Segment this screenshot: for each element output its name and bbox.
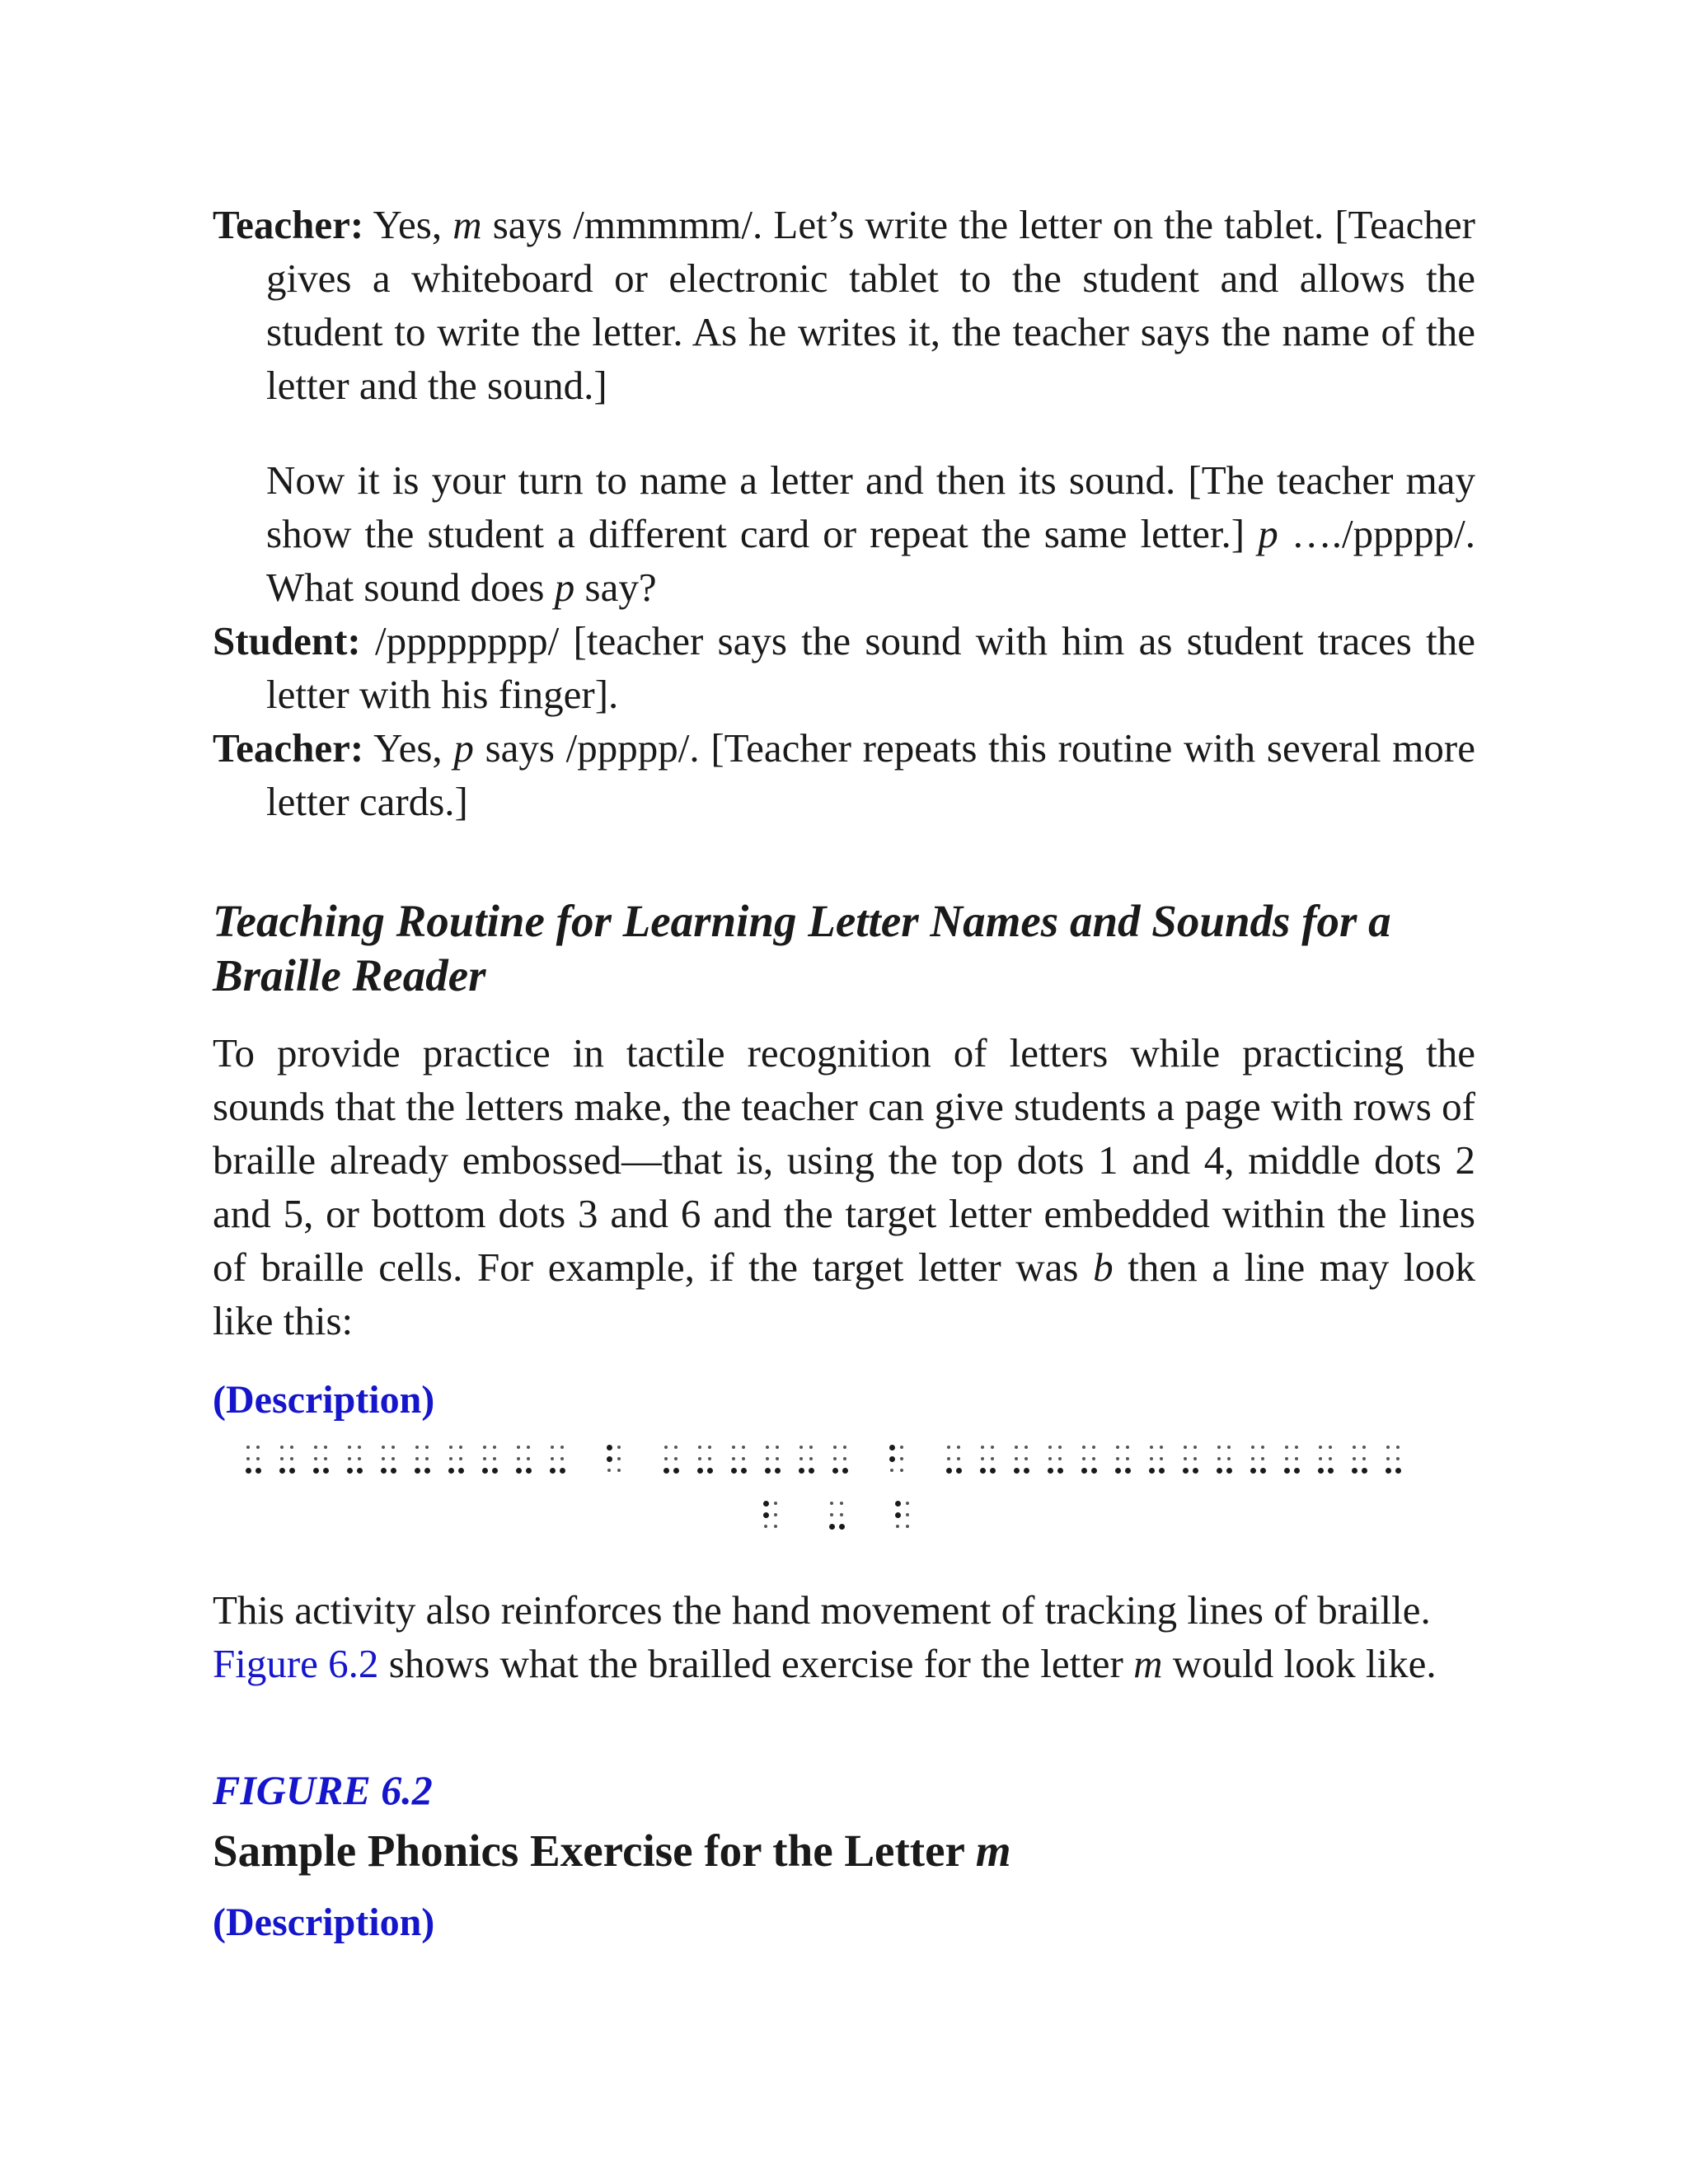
paragraph-text: To provide practice in tactile recognition of letters while practicing the sounds that the letters make, the teacher can give students a page with rows of braille already embossed—that is, using the top dots 1 and 4, middle dots 2 and 5, or bottom dots 3 and 6 and the target letter embedded within the lines of braille cells. For example, if the target letter was	[213, 1030, 1475, 1290]
letter-emphasis: m	[975, 1825, 1011, 1876]
braille-cell-bottom	[832, 1445, 849, 1478]
braille-dot	[1386, 1468, 1391, 1474]
braille-dot-blank	[290, 1457, 293, 1460]
letter-emphasis: p	[453, 725, 474, 771]
braille-dot-blank	[1251, 1446, 1254, 1449]
dialogue-text: Yes,	[363, 202, 453, 247]
braille-dot-blank	[1319, 1446, 1322, 1449]
braille-dot-blank	[1048, 1446, 1052, 1449]
dialogue-text: says /ppppp/. [Teacher repeats this routine with several more letter cards.]	[266, 725, 1475, 824]
figure-label: FIGURE 6.2	[213, 1767, 433, 1813]
braille-cell-bottom	[313, 1445, 330, 1478]
braille-dot-blank	[776, 1457, 779, 1460]
braille-dot-blank	[708, 1457, 711, 1460]
braille-cell-bottom	[415, 1445, 431, 1478]
braille-cell-bottom	[347, 1445, 363, 1478]
braille-dot-blank	[449, 1457, 452, 1460]
body-paragraph	[213, 1026, 1475, 1347]
braille-dot-blank	[830, 1502, 833, 1505]
braille-dot-blank	[348, 1446, 351, 1449]
braille-dot-blank	[991, 1457, 994, 1460]
letter-emphasis: m	[452, 202, 482, 247]
braille-cell-bottom	[1386, 1445, 1402, 1478]
braille-dot	[516, 1468, 522, 1474]
braille-dot-blank	[517, 1457, 520, 1460]
braille-dot-blank	[774, 1502, 777, 1505]
braille-dot	[1057, 1468, 1063, 1474]
braille-dot-blank	[560, 1446, 564, 1449]
braille-dot	[1048, 1468, 1053, 1474]
braille-cell-bottom	[1014, 1445, 1030, 1478]
braille-dot-blank	[1082, 1457, 1085, 1460]
braille-dot-blank	[732, 1457, 735, 1460]
braille-dot-blank	[742, 1457, 745, 1460]
braille-dot	[946, 1468, 952, 1474]
braille-cell-bottom	[279, 1445, 296, 1478]
braille-dot	[1352, 1468, 1357, 1474]
braille-dot	[1362, 1468, 1367, 1474]
braille-example-line	[213, 1436, 1475, 1552]
braille-dot-blank	[698, 1446, 701, 1449]
braille-dot-blank	[1261, 1446, 1264, 1449]
braille-dot	[1284, 1468, 1290, 1474]
braille-dot-blank	[906, 1513, 909, 1516]
letter-emphasis: m	[1133, 1641, 1163, 1686]
braille-dot-blank	[947, 1446, 950, 1449]
braille-dot	[1318, 1468, 1324, 1474]
braille-dot	[895, 1501, 901, 1507]
braille-dot-blank	[776, 1446, 779, 1449]
paragraph-text: then a line may look like this:	[213, 1244, 1475, 1343]
braille-dot-blank	[664, 1457, 668, 1460]
braille-dot	[313, 1468, 319, 1474]
braille-dot-blank	[1396, 1457, 1400, 1460]
braille-dot	[1193, 1468, 1198, 1474]
braille-dot-blank	[280, 1446, 284, 1449]
braille-dot	[1081, 1468, 1087, 1474]
braille-dot	[741, 1468, 747, 1474]
braille-cell-bottom	[663, 1445, 680, 1478]
braille-dot	[707, 1468, 713, 1474]
braille-dot	[842, 1468, 848, 1474]
braille-dot-blank	[358, 1457, 361, 1460]
braille-dot-blank	[459, 1457, 462, 1460]
braille-cell-bottom	[1115, 1445, 1132, 1478]
letter-emphasis: p	[554, 565, 575, 610]
braille-dot	[889, 1456, 895, 1462]
braille-dot-blank	[607, 1469, 611, 1472]
braille-dot-blank	[1396, 1446, 1400, 1449]
braille-dot-blank	[425, 1457, 429, 1460]
braille-dot	[607, 1456, 612, 1462]
braille-dot	[415, 1468, 420, 1474]
braille-dot-blank	[843, 1457, 846, 1460]
braille-dot	[1183, 1468, 1189, 1474]
braille-dot-blank	[290, 1446, 293, 1449]
braille-dot-blank	[617, 1457, 621, 1460]
braille-dot	[889, 1445, 895, 1451]
braille-dot	[1328, 1468, 1334, 1474]
braille-dot-blank	[809, 1446, 813, 1449]
braille-dot-blank	[527, 1446, 530, 1449]
paragraph-text: This activity also reinforces the hand movement of tracking lines of braille.	[213, 1587, 1431, 1633]
braille-dot	[246, 1468, 251, 1474]
braille-dot-blank	[1025, 1457, 1028, 1460]
braille-cell-bottom	[1048, 1445, 1064, 1478]
braille-dot	[1250, 1468, 1256, 1474]
braille-dot-blank	[900, 1469, 903, 1472]
braille-dot-blank	[664, 1446, 668, 1449]
braille-dot	[1125, 1468, 1131, 1474]
braille-dot	[391, 1468, 396, 1474]
braille-dot-blank	[1386, 1446, 1390, 1449]
braille-dot-blank	[560, 1457, 564, 1460]
braille-dot-blank	[314, 1446, 317, 1449]
braille-dot	[1014, 1468, 1020, 1474]
braille-dot-blank	[246, 1446, 250, 1449]
braille-dot-blank	[415, 1446, 419, 1449]
braille-dot	[829, 1524, 835, 1530]
braille-dot	[1024, 1468, 1029, 1474]
braille-dot-blank	[840, 1513, 843, 1516]
braille-dot	[357, 1468, 363, 1474]
dialogue-text: Yes,	[363, 725, 454, 771]
braille-cell-bottom	[765, 1445, 781, 1478]
braille-cell-bottom	[829, 1501, 846, 1534]
braille-dot	[458, 1468, 464, 1474]
braille-dot	[673, 1468, 679, 1474]
braille-dot-blank	[1092, 1457, 1095, 1460]
braille-dot	[1217, 1468, 1222, 1474]
description-link[interactable]: (Description)	[213, 1378, 435, 1422]
braille-cell-letter-b	[763, 1501, 780, 1534]
braille-dot	[1260, 1468, 1266, 1474]
braille-dot-blank	[493, 1446, 496, 1449]
braille-dot-blank	[1126, 1457, 1129, 1460]
page-content	[213, 198, 1475, 1947]
braille-dot-blank	[1386, 1457, 1390, 1460]
braille-cell-bottom	[1352, 1445, 1368, 1478]
braille-dot	[1115, 1468, 1121, 1474]
paragraph-text: shows what the brailled exercise for the letter	[378, 1641, 1134, 1686]
braille-dot	[607, 1445, 612, 1451]
braille-dot-blank	[1116, 1457, 1119, 1460]
braille-dot-blank	[947, 1457, 950, 1460]
braille-dot	[424, 1468, 430, 1474]
braille-dot-blank	[382, 1446, 385, 1449]
braille-dot-blank	[551, 1446, 554, 1449]
braille-dot	[381, 1468, 387, 1474]
braille-dot-blank	[1329, 1446, 1332, 1449]
braille-dot-blank	[1015, 1446, 1018, 1449]
braille-cell-bottom	[946, 1445, 963, 1478]
dialogue-teacher-2	[213, 721, 1475, 828]
braille-dot-blank	[493, 1457, 496, 1460]
dialogue-text: say?	[574, 565, 657, 610]
braille-dot-blank	[774, 1513, 777, 1516]
braille-dot-blank	[449, 1446, 452, 1449]
braille-dot-blank	[1082, 1446, 1085, 1449]
braille-dot-blank	[906, 1525, 909, 1528]
braille-dot-blank	[280, 1457, 284, 1460]
braille-dot-blank	[843, 1446, 846, 1449]
braille-cell-letter-b	[895, 1501, 912, 1534]
braille-dot-blank	[256, 1457, 260, 1460]
braille-dot	[347, 1468, 353, 1474]
braille-cell-bottom	[980, 1445, 996, 1478]
braille-dot-blank	[900, 1457, 903, 1460]
dialogue-teacher-continued	[213, 453, 1475, 614]
braille-dot-blank	[382, 1457, 385, 1460]
braille-dot	[279, 1468, 285, 1474]
braille-cell-bottom	[482, 1445, 499, 1478]
braille-dot	[990, 1468, 996, 1474]
braille-cell-bottom	[799, 1445, 815, 1478]
braille-dot-blank	[840, 1502, 843, 1505]
braille-cell-letter-b	[607, 1445, 623, 1478]
braille-dot-blank	[483, 1446, 486, 1449]
braille-dot-blank	[459, 1446, 462, 1449]
braille-dot-blank	[1184, 1446, 1187, 1449]
braille-dot-blank	[551, 1457, 554, 1460]
braille-dot-blank	[981, 1446, 984, 1449]
braille-dot-blank	[732, 1446, 735, 1449]
braille-cell-bottom	[550, 1445, 566, 1478]
braille-dot	[526, 1468, 532, 1474]
braille-dot-blank	[981, 1457, 984, 1460]
braille-dot-blank	[698, 1457, 701, 1460]
braille-dot-blank	[809, 1457, 813, 1460]
paragraph-text: would look like.	[1162, 1641, 1437, 1686]
braille-dot	[560, 1468, 565, 1474]
braille-cell-bottom	[1149, 1445, 1165, 1478]
braille-dot-blank	[830, 1513, 833, 1516]
figure-description-link[interactable]: (Description)	[213, 1900, 435, 1944]
braille-dot-blank	[314, 1457, 317, 1460]
braille-dot-blank	[1353, 1446, 1356, 1449]
braille-dot-blank	[991, 1446, 994, 1449]
braille-dot-blank	[1362, 1457, 1366, 1460]
braille-dot-blank	[764, 1525, 767, 1528]
dialogue-teacher-1	[213, 198, 1475, 412]
braille-dot	[256, 1468, 261, 1474]
braille-dot	[775, 1468, 781, 1474]
letter-emphasis: p	[1258, 511, 1278, 556]
braille-dot	[1395, 1468, 1401, 1474]
speaker-teacher: Teacher:	[213, 725, 364, 771]
braille-dot-blank	[674, 1457, 678, 1460]
figure-reference-paragraph	[213, 1583, 1475, 1690]
braille-dot-blank	[1295, 1457, 1298, 1460]
braille-dot	[1091, 1468, 1097, 1474]
dialogue-text: Now it is your turn to name a letter and then its sound. [The teacher may show the student a different card or repeat the same letter.]	[266, 457, 1475, 556]
braille-dot-blank	[1058, 1457, 1062, 1460]
dialogue-student	[213, 614, 1475, 721]
braille-dot-blank	[1329, 1457, 1332, 1460]
braille-dot	[492, 1468, 498, 1474]
figure-title-text: Sample Phonics Exercise for the Letter	[213, 1825, 976, 1876]
braille-dot-blank	[833, 1457, 837, 1460]
braille-dot-blank	[415, 1457, 419, 1460]
braille-dot-blank	[1261, 1457, 1264, 1460]
braille-dot	[832, 1468, 838, 1474]
braille-dot-blank	[1193, 1457, 1197, 1460]
braille-dot-blank	[617, 1446, 621, 1449]
letter-emphasis: b	[1093, 1244, 1114, 1290]
figure-title	[213, 1822, 1475, 1880]
braille-dot-blank	[774, 1525, 777, 1528]
braille-dot	[663, 1468, 669, 1474]
braille-dot	[799, 1468, 804, 1474]
speaker-teacher: Teacher:	[213, 202, 364, 247]
braille-cell-bottom	[1183, 1445, 1199, 1478]
dialogue-text: says /mmmmm/. Let’s write the letter on the tablet. [Teacher gives a whiteboard or electronic tablet to the student and allows the student to write the letter. As he writes it, the teacher says the name of the letter and the sound.]	[266, 202, 1475, 408]
braille-dot-blank	[799, 1457, 803, 1460]
braille-dot-blank	[742, 1446, 745, 1449]
braille-dot	[980, 1468, 986, 1474]
dialogue-text: /pppppppp/ [teacher says the sound with him as student traces the letter with his finger].	[266, 618, 1475, 717]
braille-dot	[323, 1468, 329, 1474]
braille-cell-letter-b	[889, 1445, 906, 1478]
braille-dot-blank	[527, 1457, 530, 1460]
braille-dot-blank	[1217, 1446, 1221, 1449]
braille-dot-blank	[896, 1525, 899, 1528]
braille-dot	[1294, 1468, 1300, 1474]
braille-dot-blank	[1285, 1457, 1288, 1460]
braille-dot-blank	[1184, 1457, 1187, 1460]
braille-dot-blank	[1092, 1446, 1095, 1449]
braille-dot-blank	[1048, 1457, 1052, 1460]
braille-dot	[1159, 1468, 1165, 1474]
braille-dot-blank	[348, 1457, 351, 1460]
braille-dot-blank	[392, 1446, 395, 1449]
braille-dot-blank	[1160, 1446, 1163, 1449]
braille-dot-blank	[483, 1457, 486, 1460]
braille-cell-bottom	[381, 1445, 397, 1478]
braille-dot-blank	[708, 1446, 711, 1449]
braille-dot	[763, 1501, 769, 1507]
braille-dot	[289, 1468, 295, 1474]
braille-dot-blank	[766, 1457, 769, 1460]
braille-cell-bottom	[697, 1445, 714, 1478]
braille-dot-blank	[957, 1446, 960, 1449]
figure-link[interactable]: Figure 6.2	[213, 1641, 379, 1686]
braille-dot-blank	[1227, 1446, 1231, 1449]
braille-dot	[763, 1512, 769, 1518]
braille-cell-bottom	[1250, 1445, 1267, 1478]
braille-cell-bottom	[246, 1445, 262, 1478]
braille-cell-bottom	[1284, 1445, 1301, 1478]
section-heading: Teaching Routine for Learning Letter Names and Sounds for a Braille Reader	[213, 896, 1391, 1001]
braille-dot-blank	[246, 1457, 250, 1460]
braille-dot-blank	[1362, 1446, 1366, 1449]
braille-dot	[839, 1524, 845, 1530]
braille-dot-blank	[358, 1446, 361, 1449]
braille-dot	[731, 1468, 737, 1474]
braille-dot-blank	[890, 1469, 893, 1472]
braille-cell-bottom	[1217, 1445, 1233, 1478]
braille-dot-blank	[799, 1446, 803, 1449]
braille-dot	[448, 1468, 454, 1474]
braille-dot-blank	[1319, 1457, 1322, 1460]
braille-cell-bottom	[1081, 1445, 1098, 1478]
braille-dot-blank	[1116, 1446, 1119, 1449]
braille-dot-blank	[900, 1446, 903, 1449]
dialogue-text: …./ppppp/. What sound does	[266, 511, 1475, 610]
braille-dot-blank	[1227, 1457, 1231, 1460]
braille-dot	[1149, 1468, 1155, 1474]
braille-dot-blank	[1251, 1457, 1254, 1460]
braille-dot-blank	[1193, 1446, 1197, 1449]
braille-dot-blank	[1150, 1457, 1153, 1460]
braille-dot-blank	[1217, 1457, 1221, 1460]
braille-dot-blank	[392, 1457, 395, 1460]
braille-dot	[1226, 1468, 1232, 1474]
braille-dot	[482, 1468, 488, 1474]
braille-dot-blank	[674, 1446, 678, 1449]
braille-dot	[765, 1468, 771, 1474]
braille-dot-blank	[324, 1446, 327, 1449]
braille-dot-blank	[1058, 1446, 1062, 1449]
braille-dot-blank	[517, 1446, 520, 1449]
braille-dot-blank	[1015, 1457, 1018, 1460]
braille-dot-blank	[1025, 1446, 1028, 1449]
braille-dot-blank	[957, 1457, 960, 1460]
braille-dot-blank	[766, 1446, 769, 1449]
braille-cell-bottom	[448, 1445, 465, 1478]
braille-dot	[956, 1468, 962, 1474]
braille-dot-blank	[1285, 1446, 1288, 1449]
braille-dot	[809, 1468, 814, 1474]
braille-dot	[550, 1468, 556, 1474]
braille-dot-blank	[1126, 1446, 1129, 1449]
braille-dot-blank	[324, 1457, 327, 1460]
braille-dot-blank	[1150, 1446, 1153, 1449]
braille-dot-blank	[1160, 1457, 1163, 1460]
braille-dot-blank	[256, 1446, 260, 1449]
braille-dot-blank	[906, 1502, 909, 1505]
braille-dot-blank	[1295, 1446, 1298, 1449]
braille-cell-bottom	[1318, 1445, 1334, 1478]
braille-dot-blank	[617, 1469, 621, 1472]
braille-dot-blank	[833, 1446, 837, 1449]
braille-dot	[697, 1468, 703, 1474]
braille-dot-blank	[1353, 1457, 1356, 1460]
speaker-student: Student:	[213, 618, 361, 663]
braille-cell-bottom	[516, 1445, 532, 1478]
braille-dot	[895, 1512, 901, 1518]
braille-cell-bottom	[731, 1445, 748, 1478]
braille-dot-blank	[425, 1446, 429, 1449]
